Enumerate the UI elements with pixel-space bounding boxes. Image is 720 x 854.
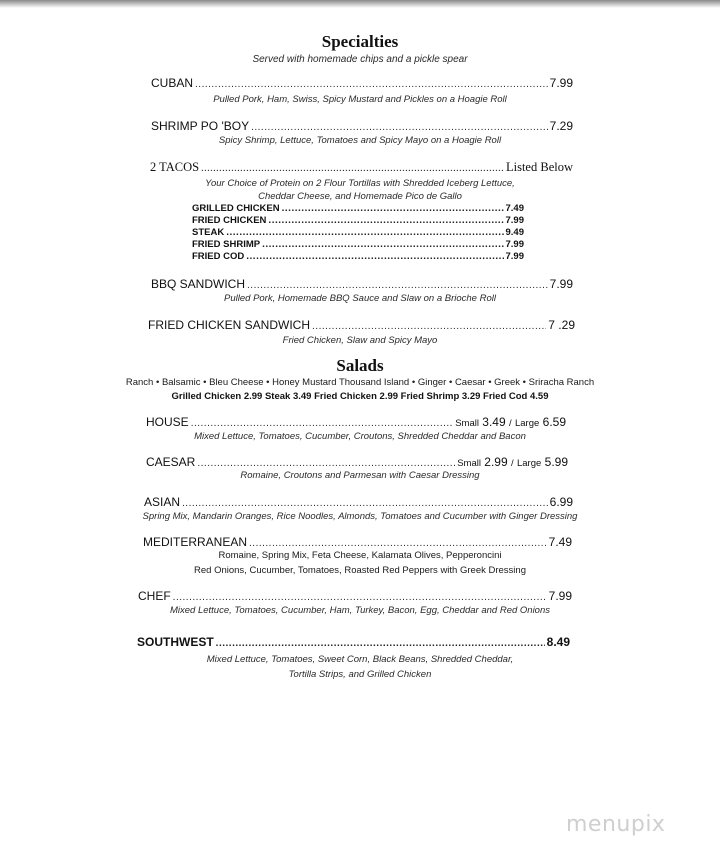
taco-option-grilled-chicken	[192, 203, 524, 214]
item-price: 7.49	[548, 535, 572, 549]
item-name: HOUSE	[146, 415, 189, 429]
item-name: MEDITERRANEAN	[143, 535, 248, 549]
leader-dots	[173, 592, 547, 603]
item-description: Mixed Lettuce, Tomatoes, Sweet Corn, Black Beans, Shredded Cheddar,	[206, 654, 514, 665]
item-price: 6.99	[549, 495, 573, 509]
taco-option-steak	[192, 227, 524, 238]
option-price: 7.99	[505, 239, 524, 250]
salads-heading: Salads	[336, 356, 384, 375]
item-price: 7 .29	[548, 318, 575, 332]
menu-item-cuban	[151, 76, 573, 90]
leader-dots	[182, 498, 548, 509]
leader-dots	[191, 418, 454, 429]
leader-dots	[251, 122, 548, 133]
menu-item-fried-chicken-sandwich	[148, 318, 575, 332]
item-price: Small 2.99 / Large 5.99	[457, 455, 568, 469]
menupix-watermark: menupix	[566, 812, 666, 837]
item-description: Cheddar Cheese, and Homemade Pico de Gallo	[258, 191, 462, 202]
leader-dots	[216, 638, 545, 649]
salad-chef	[138, 589, 572, 603]
item-name: BBQ SANDWICH	[151, 277, 246, 291]
item-description: Red Onions, Cucumber, Tomatoes, Roasted Red Peppers with Greek Dressing	[194, 565, 526, 576]
salad-house	[146, 415, 566, 429]
option-name: FRIED CHICKEN	[192, 215, 267, 226]
menu-item-2-tacos	[150, 160, 573, 175]
specialties-heading: Specialties	[321, 32, 399, 51]
option-name: FRIED SHRIMP	[192, 239, 261, 250]
item-price: 7.99	[548, 589, 572, 603]
leader-dots	[226, 227, 503, 238]
taco-option-fried-cod	[192, 251, 524, 262]
taco-option-fried-shrimp	[192, 239, 524, 250]
taco-option-fried-chicken	[192, 215, 524, 226]
item-description: Pulled Pork, Ham, Swiss, Spicy Mustard and Pickles on a Hoagie Roll	[213, 94, 507, 105]
item-description: Mixed Lettuce, Tomatoes, Cucumber, Ham, Turkey, Bacon, Egg, Cheddar and Red Onions	[169, 605, 551, 616]
item-description: Romaine, Croutons and Parmesan with Caesar Dressing	[240, 470, 480, 481]
option-name: GRILLED CHICKEN	[192, 203, 280, 214]
item-description: Spring Mix, Mandarin Oranges, Rice Noodles, Almonds, Tomatoes and Cucumber with Ginger Dressing	[142, 511, 578, 522]
item-name: CAESAR	[146, 455, 196, 469]
option-name: FRIED COD	[192, 251, 245, 262]
salad-mediterranean	[143, 535, 572, 549]
protein-addons: Grilled Chicken 2.99 Steak 3.49 Fried Chicken 2.99 Fried Shrimp 3.29 Fried Cod 4.59	[171, 391, 549, 402]
item-name: FRIED CHICKEN SANDWICH	[148, 318, 311, 332]
item-name: 2 TACOS	[150, 160, 200, 174]
option-price: 7.99	[505, 215, 524, 226]
item-description: Romaine, Spring Mix, Feta Cheese, Kalamata Olives, Pepperoncini	[218, 550, 502, 561]
top-edge-shadow	[0, 0, 720, 8]
menu-item-bbq-sandwich	[151, 277, 573, 291]
item-description: Your Choice of Protein on 2 Flour Tortillas with Shredded Iceberg Lettuce,	[205, 178, 515, 189]
option-price: 7.49	[505, 203, 524, 214]
item-description: Spicy Shrimp, Lettuce, Tomatoes and Spicy Mayo on a Hoagie Roll	[218, 135, 502, 146]
leader-dots	[268, 215, 503, 226]
option-name: STEAK	[192, 227, 225, 238]
item-name: CUBAN	[151, 76, 194, 90]
item-name: SOUTHWEST	[137, 635, 214, 649]
item-price: 8.49	[546, 635, 570, 649]
leader-dots	[282, 203, 504, 214]
item-description: Tortilla Strips, and Grilled Chicken	[288, 669, 432, 680]
item-price: Small 3.49 / Large 6.59	[455, 415, 566, 429]
option-price: 7.99	[505, 251, 524, 262]
leader-dots	[246, 251, 503, 262]
dressings-list: Ranch • Balsamic • Bleu Cheese • Honey Mustard Thousand Island • Ginger • Caesar • Greek • Sriracha Ranch	[125, 377, 595, 388]
item-description: Fried Chicken, Slaw and Spicy Mayo	[282, 335, 438, 346]
salad-caesar	[146, 455, 568, 469]
item-description: Pulled Pork, Homemade BBQ Sauce and Slaw on a Brioche Roll	[224, 293, 496, 304]
leader-dots	[262, 239, 503, 250]
leader-dots	[312, 321, 546, 332]
item-description: Mixed Lettuce, Tomatoes, Cucumber, Croutons, Shredded Cheddar and Bacon	[194, 431, 526, 442]
item-price: 7.99	[549, 76, 573, 90]
item-name: CHEF	[138, 589, 171, 603]
item-name: ASIAN	[144, 495, 181, 509]
salad-asian	[144, 495, 573, 509]
item-price: 7.29	[549, 119, 573, 133]
leader-dots	[249, 538, 547, 549]
leader-dots	[195, 79, 548, 90]
leader-dots	[247, 280, 548, 291]
leader-dots	[201, 163, 504, 174]
specialties-subtitle: Served with homemade chips and a pickle spear	[252, 54, 468, 65]
option-price: 9.49	[505, 227, 524, 238]
item-name: SHRIMP PO 'BOY	[151, 119, 250, 133]
item-price: 7.99	[549, 277, 573, 291]
menu-item-shrimp-po-boy	[151, 119, 573, 133]
item-price: Listed Below	[505, 160, 573, 174]
salad-southwest	[137, 635, 570, 649]
leader-dots	[197, 458, 455, 469]
